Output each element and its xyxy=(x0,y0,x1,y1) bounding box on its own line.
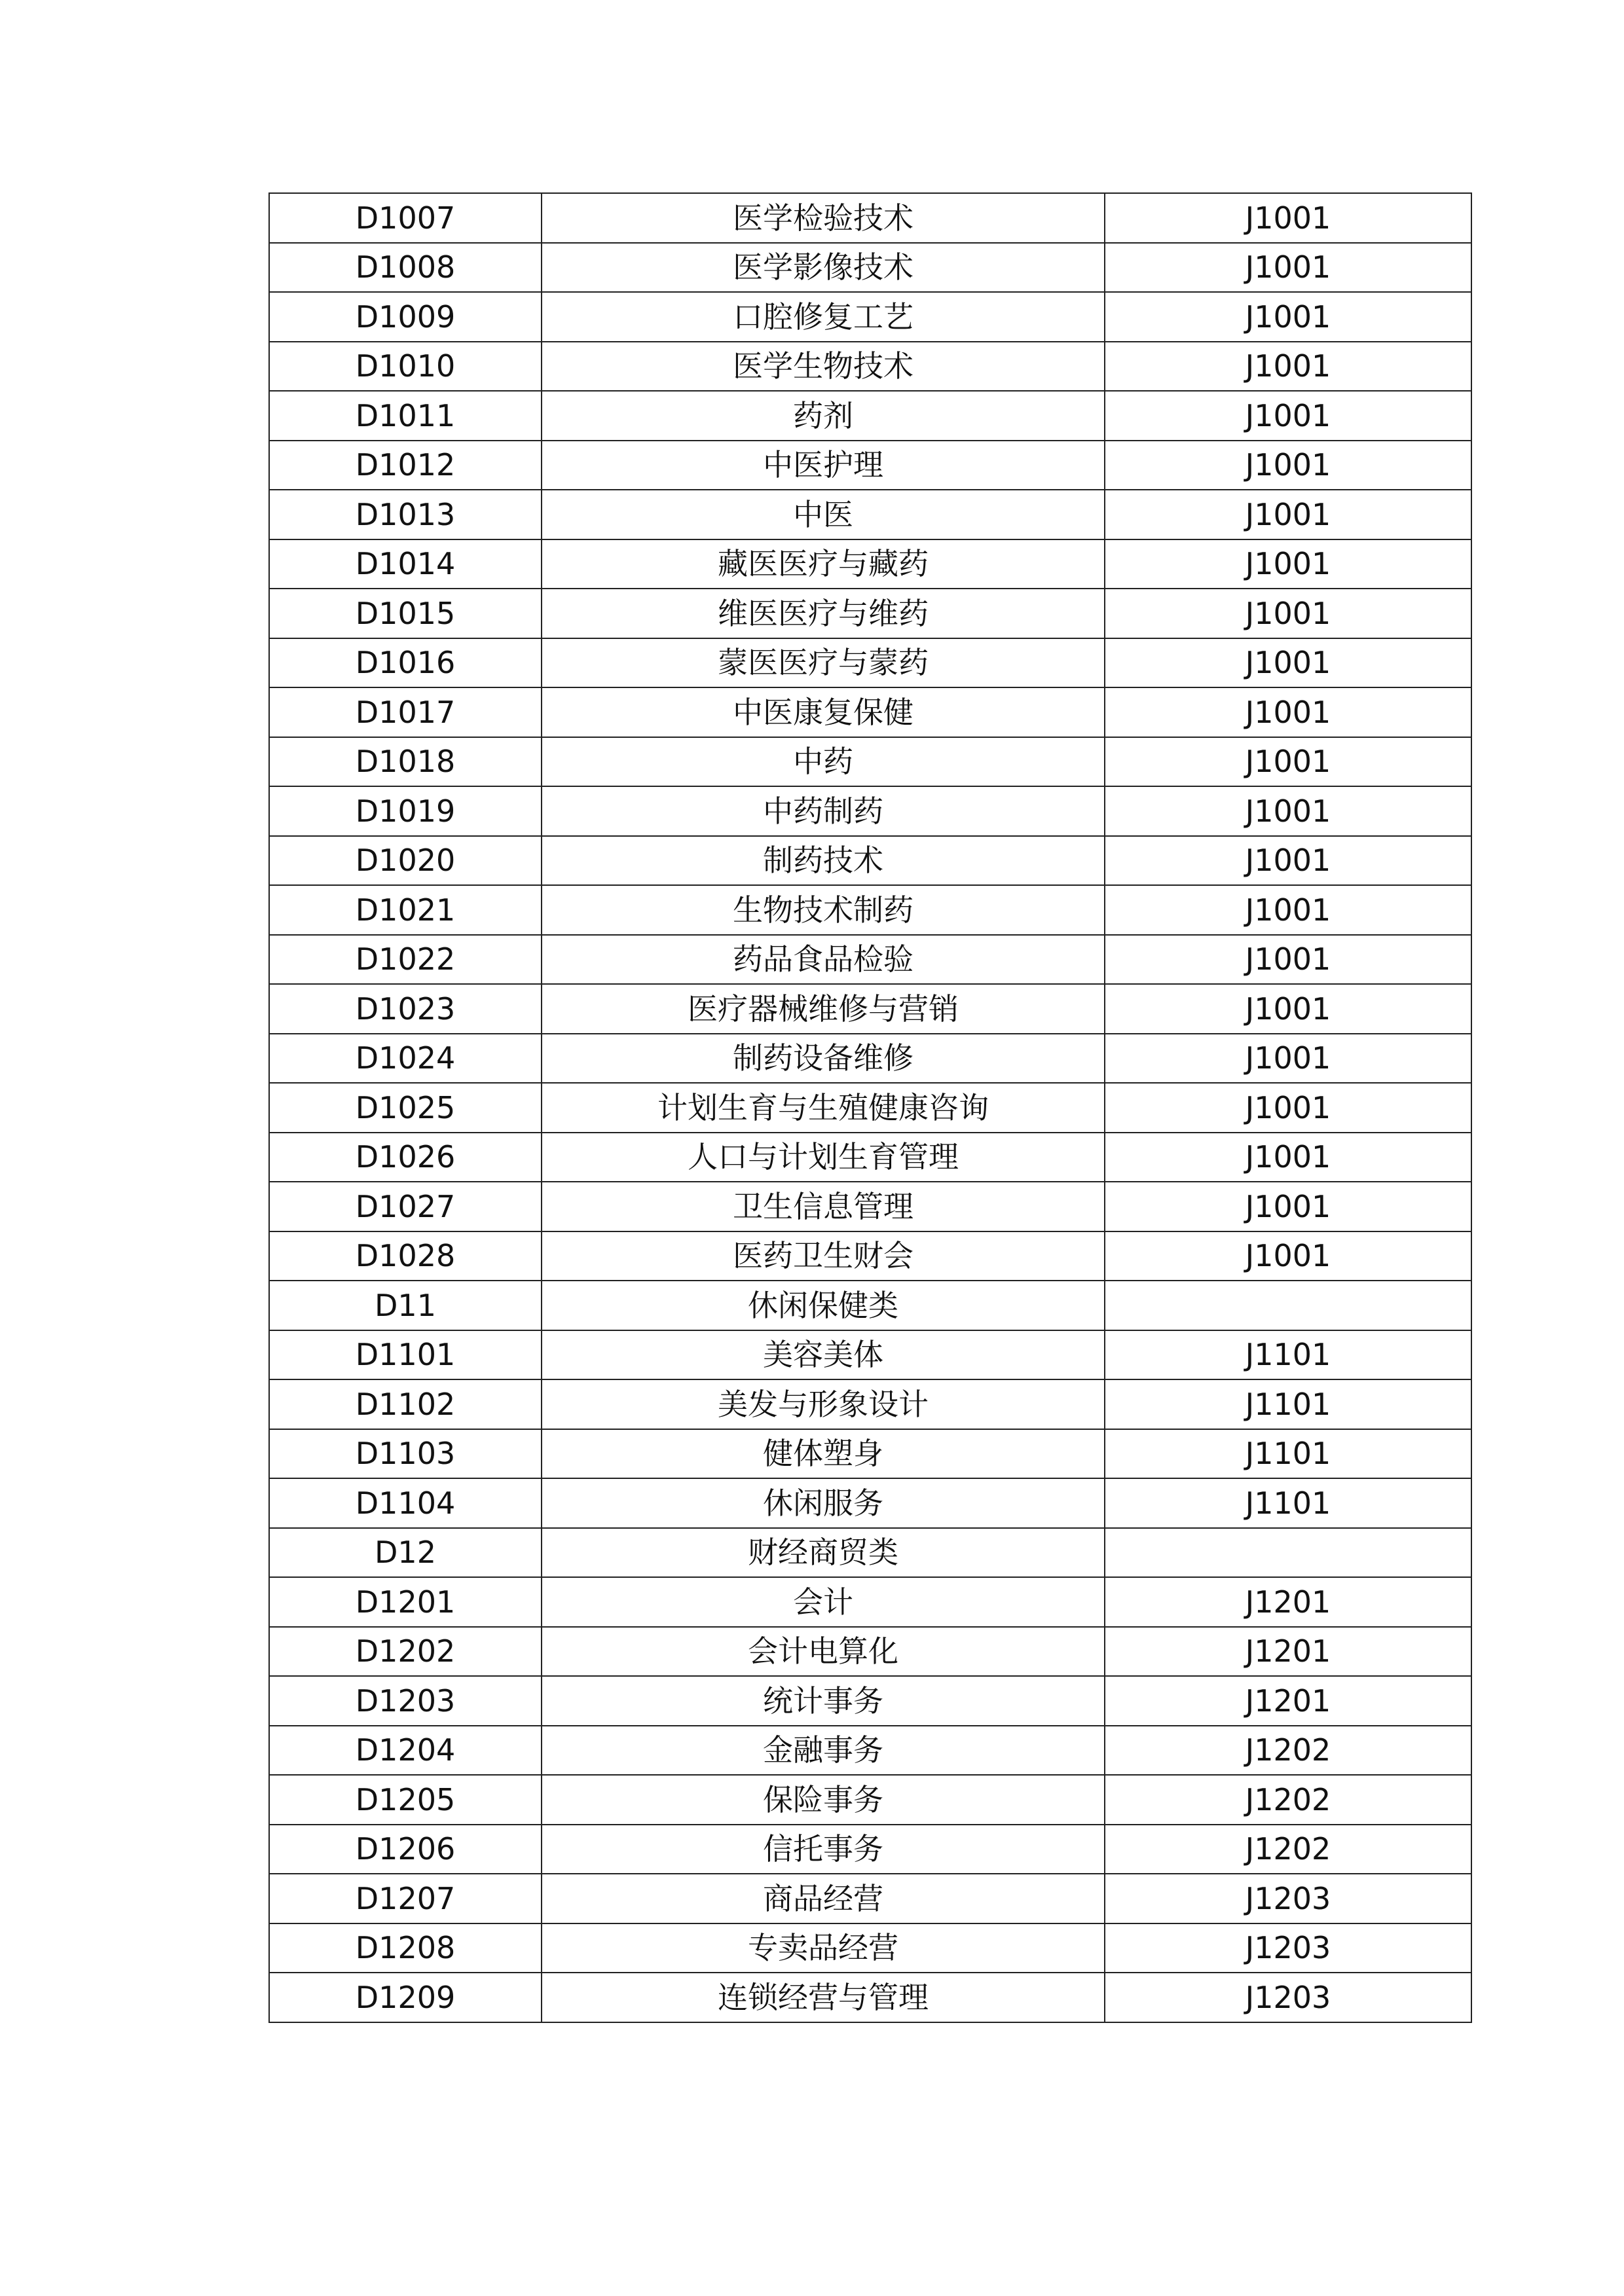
ref-cell: J1001 xyxy=(1105,1133,1471,1182)
code-cell: D1104 xyxy=(269,1478,542,1528)
table-row xyxy=(269,1726,1471,1776)
table-row xyxy=(269,1133,1471,1182)
code-cell: D1017 xyxy=(269,687,542,737)
ref-cell: J1001 xyxy=(1105,737,1471,787)
code-cell: D1028 xyxy=(269,1231,542,1281)
name-cell: 生物技术制药 xyxy=(542,885,1105,935)
ref-cell: J1101 xyxy=(1105,1429,1471,1479)
ref-cell: J1001 xyxy=(1105,589,1471,638)
ref-cell: J1201 xyxy=(1105,1627,1471,1677)
ref-cell: J1203 xyxy=(1105,1874,1471,1923)
name-cell: 制药技术 xyxy=(542,836,1105,886)
ref-cell xyxy=(1105,1528,1471,1578)
name-cell: 中医护理 xyxy=(542,441,1105,490)
code-cell: D1207 xyxy=(269,1874,542,1923)
table-row xyxy=(269,1577,1471,1627)
table-row xyxy=(269,1034,1471,1084)
code-cell: D1201 xyxy=(269,1577,542,1627)
category-name-cell: 财经商贸类 xyxy=(542,1528,1105,1578)
ref-cell xyxy=(1105,1281,1471,1330)
name-cell: 计划生育与生殖健康咨询 xyxy=(542,1083,1105,1133)
specialty-code-table xyxy=(268,192,1472,2023)
ref-cell: J1001 xyxy=(1105,342,1471,392)
table-row xyxy=(269,687,1471,737)
table-row xyxy=(269,1478,1471,1528)
category-row xyxy=(269,1281,1471,1330)
table-row xyxy=(269,786,1471,836)
table-row xyxy=(269,1973,1471,2022)
table-row xyxy=(269,589,1471,638)
ref-cell: J1001 xyxy=(1105,687,1471,737)
code-cell: D1014 xyxy=(269,539,542,589)
code-cell: D1027 xyxy=(269,1182,542,1231)
name-cell: 商品经营 xyxy=(542,1874,1105,1923)
name-cell: 药剂 xyxy=(542,391,1105,441)
code-cell: D1023 xyxy=(269,984,542,1034)
ref-cell: J1101 xyxy=(1105,1379,1471,1429)
code-cell: D1012 xyxy=(269,441,542,490)
name-cell: 专卖品经营 xyxy=(542,1923,1105,1973)
ref-cell: J1202 xyxy=(1105,1775,1471,1825)
name-cell: 医药卫生财会 xyxy=(542,1231,1105,1281)
name-cell: 卫生信息管理 xyxy=(542,1182,1105,1231)
ref-cell: J1101 xyxy=(1105,1330,1471,1380)
code-cell: D1008 xyxy=(269,243,542,293)
ref-cell: J1001 xyxy=(1105,935,1471,985)
code-cell: D1026 xyxy=(269,1133,542,1182)
ref-cell: J1001 xyxy=(1105,243,1471,293)
category-name-cell: 休闲保健类 xyxy=(542,1281,1105,1330)
code-cell: D1020 xyxy=(269,836,542,886)
code-cell: D1013 xyxy=(269,490,542,539)
table-row xyxy=(269,539,1471,589)
code-cell: D1009 xyxy=(269,292,542,342)
code-cell: D1022 xyxy=(269,935,542,985)
table-row xyxy=(269,243,1471,293)
ref-cell: J1001 xyxy=(1105,885,1471,935)
code-cell: D1101 xyxy=(269,1330,542,1380)
name-cell: 健体塑身 xyxy=(542,1429,1105,1479)
table-row xyxy=(269,441,1471,490)
ref-cell: J1201 xyxy=(1105,1676,1471,1726)
name-cell: 医学检验技术 xyxy=(542,193,1105,243)
ref-cell: J1001 xyxy=(1105,1231,1471,1281)
ref-cell: J1001 xyxy=(1105,1034,1471,1084)
name-cell: 中医 xyxy=(542,490,1105,539)
ref-cell: J1001 xyxy=(1105,490,1471,539)
code-cell: D1102 xyxy=(269,1379,542,1429)
table-row xyxy=(269,885,1471,935)
name-cell: 医学生物技术 xyxy=(542,342,1105,392)
table-row xyxy=(269,1231,1471,1281)
code-cell: D1021 xyxy=(269,885,542,935)
table-row xyxy=(269,1775,1471,1825)
code-cell: D1019 xyxy=(269,786,542,836)
name-cell: 休闲服务 xyxy=(542,1478,1105,1528)
name-cell: 人口与计划生育管理 xyxy=(542,1133,1105,1182)
ref-cell: J1001 xyxy=(1105,984,1471,1034)
ref-cell: J1202 xyxy=(1105,1825,1471,1874)
table-row xyxy=(269,638,1471,688)
code-cell: D1024 xyxy=(269,1034,542,1084)
ref-cell: J1001 xyxy=(1105,1083,1471,1133)
code-cell: D1011 xyxy=(269,391,542,441)
name-cell: 口腔修复工艺 xyxy=(542,292,1105,342)
table-row xyxy=(269,1923,1471,1973)
ref-cell: J1001 xyxy=(1105,786,1471,836)
ref-cell: J1001 xyxy=(1105,1182,1471,1231)
code-cell: D1209 xyxy=(269,1973,542,2022)
ref-cell: J1202 xyxy=(1105,1726,1471,1776)
code-cell: D1204 xyxy=(269,1726,542,1776)
table-row xyxy=(269,1825,1471,1874)
name-cell: 药品食品检验 xyxy=(542,935,1105,985)
table-row xyxy=(269,984,1471,1034)
table-body xyxy=(269,193,1471,2022)
ref-cell: J1001 xyxy=(1105,441,1471,490)
code-cell: D12 xyxy=(269,1528,542,1578)
ref-cell: J1001 xyxy=(1105,292,1471,342)
table-row xyxy=(269,1627,1471,1677)
name-cell: 信托事务 xyxy=(542,1825,1105,1874)
name-cell: 美发与形象设计 xyxy=(542,1379,1105,1429)
table-row xyxy=(269,935,1471,985)
code-cell: D1016 xyxy=(269,638,542,688)
table-row xyxy=(269,1330,1471,1380)
table-row xyxy=(269,292,1471,342)
code-cell: D1205 xyxy=(269,1775,542,1825)
name-cell: 中药制药 xyxy=(542,786,1105,836)
category-row xyxy=(269,1528,1471,1578)
name-cell: 会计电算化 xyxy=(542,1627,1105,1677)
code-cell: D1007 xyxy=(269,193,542,243)
table-row xyxy=(269,342,1471,392)
name-cell: 医疗器械维修与营销 xyxy=(542,984,1105,1034)
code-cell: D1010 xyxy=(269,342,542,392)
ref-cell: J1001 xyxy=(1105,391,1471,441)
table-row xyxy=(269,490,1471,539)
name-cell: 金融事务 xyxy=(542,1726,1105,1776)
ref-cell: J1001 xyxy=(1105,836,1471,886)
ref-cell: J1201 xyxy=(1105,1577,1471,1627)
table-row xyxy=(269,1083,1471,1133)
code-cell: D11 xyxy=(269,1281,542,1330)
ref-cell: J1203 xyxy=(1105,1923,1471,1973)
ref-cell: J1101 xyxy=(1105,1478,1471,1528)
table-row xyxy=(269,1676,1471,1726)
table-row xyxy=(269,1379,1471,1429)
name-cell: 蒙医医疗与蒙药 xyxy=(542,638,1105,688)
name-cell: 会计 xyxy=(542,1577,1105,1627)
name-cell: 连锁经营与管理 xyxy=(542,1973,1105,2022)
name-cell: 中药 xyxy=(542,737,1105,787)
table-row xyxy=(269,1182,1471,1231)
table-row xyxy=(269,1429,1471,1479)
code-cell: D1015 xyxy=(269,589,542,638)
name-cell: 藏医医疗与藏药 xyxy=(542,539,1105,589)
table-row xyxy=(269,193,1471,243)
table-row xyxy=(269,1874,1471,1923)
ref-cell: J1203 xyxy=(1105,1973,1471,2022)
name-cell: 维医医疗与维药 xyxy=(542,589,1105,638)
name-cell: 制药设备维修 xyxy=(542,1034,1105,1084)
code-cell: D1206 xyxy=(269,1825,542,1874)
ref-cell: J1001 xyxy=(1105,539,1471,589)
name-cell: 美容美体 xyxy=(542,1330,1105,1380)
code-cell: D1025 xyxy=(269,1083,542,1133)
code-cell: D1018 xyxy=(269,737,542,787)
table-row xyxy=(269,391,1471,441)
name-cell: 保险事务 xyxy=(542,1775,1105,1825)
code-cell: D1103 xyxy=(269,1429,542,1479)
name-cell: 中医康复保健 xyxy=(542,687,1105,737)
name-cell: 医学影像技术 xyxy=(542,243,1105,293)
ref-cell: J1001 xyxy=(1105,638,1471,688)
table-row xyxy=(269,737,1471,787)
ref-cell: J1001 xyxy=(1105,193,1471,243)
code-cell: D1203 xyxy=(269,1676,542,1726)
table-row xyxy=(269,836,1471,886)
name-cell: 统计事务 xyxy=(542,1676,1105,1726)
code-cell: D1208 xyxy=(269,1923,542,1973)
code-cell: D1202 xyxy=(269,1627,542,1677)
